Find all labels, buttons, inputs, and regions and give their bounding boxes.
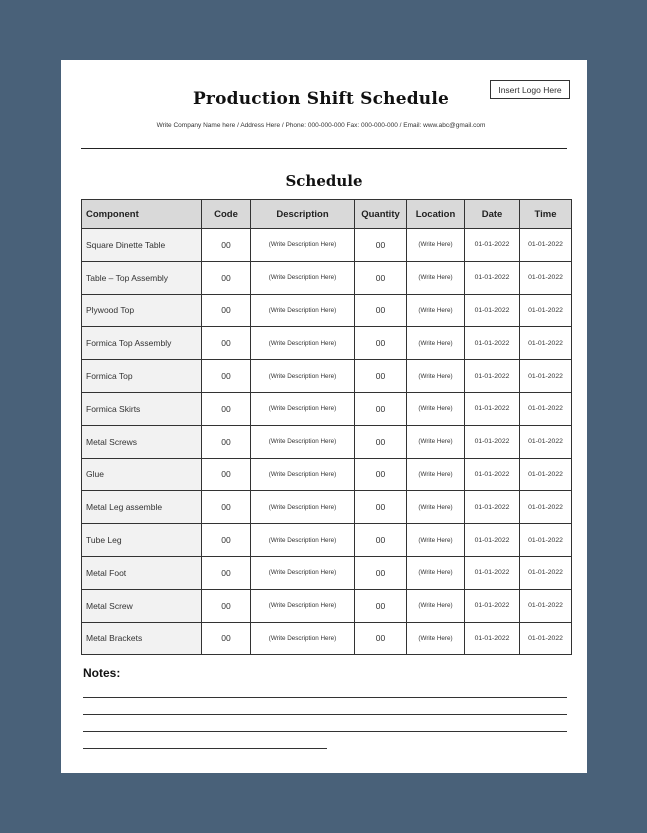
table-row [82, 294, 572, 327]
notes-label: Notes: [83, 666, 121, 680]
component-cell[interactable]: Glue [82, 458, 202, 491]
component-cell[interactable]: Formica Top Assembly [82, 327, 202, 360]
date-cell[interactable]: 01-01-2022 [465, 294, 520, 327]
company-info-line: Write Company Name here / Address Here / Phone: 000-000-000 Fax: 000-000-000 / Email: www.abc@gmail.com [156, 122, 486, 129]
date-cell[interactable]: 01-01-2022 [465, 589, 520, 622]
table-header-row [82, 200, 572, 229]
time-cell[interactable]: 01-01-2022 [520, 524, 572, 557]
description-cell[interactable]: (Write Description Here) [251, 458, 355, 491]
code-cell[interactable]: 00 [202, 229, 251, 262]
code-cell[interactable]: 00 [202, 392, 251, 425]
component-cell[interactable]: Metal Screws [82, 425, 202, 458]
component-cell[interactable]: Plywood Top [82, 294, 202, 327]
location-cell[interactable]: (Write Here) [407, 556, 465, 589]
component-cell[interactable]: Metal Leg assemble [82, 491, 202, 524]
time-cell[interactable]: 01-01-2022 [520, 360, 572, 393]
location-cell[interactable]: (Write Here) [407, 425, 465, 458]
column-header-date: Date [465, 200, 520, 229]
logo-placeholder[interactable]: Insert Logo Here [490, 80, 570, 99]
location-cell[interactable]: (Write Here) [407, 392, 465, 425]
description-cell[interactable]: (Write Description Here) [251, 327, 355, 360]
quantity-cell[interactable]: 00 [355, 589, 407, 622]
column-header-location: Location [407, 200, 465, 229]
date-cell[interactable]: 01-01-2022 [465, 458, 520, 491]
notes-line[interactable] [83, 714, 567, 715]
table-row [82, 327, 572, 360]
table-row [82, 392, 572, 425]
table-row [82, 524, 572, 557]
quantity-cell[interactable]: 00 [355, 425, 407, 458]
date-cell[interactable]: 01-01-2022 [465, 524, 520, 557]
date-cell[interactable]: 01-01-2022 [465, 556, 520, 589]
quantity-cell[interactable]: 00 [355, 622, 407, 655]
quantity-cell[interactable]: 00 [355, 327, 407, 360]
time-cell[interactable]: 01-01-2022 [520, 261, 572, 294]
schedule-table [81, 199, 572, 655]
description-cell[interactable]: (Write Description Here) [251, 556, 355, 589]
table-row [82, 458, 572, 491]
code-cell[interactable]: 00 [202, 589, 251, 622]
date-cell[interactable]: 01-01-2022 [465, 392, 520, 425]
code-cell[interactable]: 00 [202, 261, 251, 294]
component-cell[interactable]: Tube Leg [82, 524, 202, 557]
date-cell[interactable]: 01-01-2022 [465, 261, 520, 294]
component-cell[interactable]: Metal Brackets [82, 622, 202, 655]
quantity-cell[interactable]: 00 [355, 392, 407, 425]
document-page [61, 60, 587, 773]
table-row [82, 556, 572, 589]
description-cell[interactable]: (Write Description Here) [251, 425, 355, 458]
code-cell[interactable]: 00 [202, 360, 251, 393]
column-header-code: Code [202, 200, 251, 229]
time-cell[interactable]: 01-01-2022 [520, 425, 572, 458]
description-cell[interactable]: (Write Description Here) [251, 261, 355, 294]
table-row [82, 261, 572, 294]
time-cell[interactable]: 01-01-2022 [520, 327, 572, 360]
code-cell[interactable]: 00 [202, 294, 251, 327]
code-cell[interactable]: 00 [202, 622, 251, 655]
header-divider [81, 148, 567, 149]
location-cell[interactable]: (Write Here) [407, 524, 465, 557]
component-cell[interactable]: Metal Screw [82, 589, 202, 622]
date-cell[interactable]: 01-01-2022 [465, 327, 520, 360]
description-cell[interactable]: (Write Description Here) [251, 589, 355, 622]
description-cell[interactable]: (Write Description Here) [251, 360, 355, 393]
location-cell[interactable]: (Write Here) [407, 622, 465, 655]
description-cell[interactable]: (Write Description Here) [251, 392, 355, 425]
description-cell[interactable]: (Write Description Here) [251, 229, 355, 262]
code-cell[interactable]: 00 [202, 458, 251, 491]
time-cell[interactable]: 01-01-2022 [520, 622, 572, 655]
time-cell[interactable]: 01-01-2022 [520, 556, 572, 589]
code-cell[interactable]: 00 [202, 425, 251, 458]
column-header-time: Time [520, 200, 572, 229]
code-cell[interactable]: 00 [202, 327, 251, 360]
time-cell[interactable]: 01-01-2022 [520, 458, 572, 491]
component-cell[interactable]: Metal Foot [82, 556, 202, 589]
quantity-cell[interactable]: 00 [355, 491, 407, 524]
time-cell[interactable]: 01-01-2022 [520, 589, 572, 622]
location-cell[interactable]: (Write Here) [407, 589, 465, 622]
description-cell[interactable]: (Write Description Here) [251, 294, 355, 327]
time-cell[interactable]: 01-01-2022 [520, 392, 572, 425]
notes-line[interactable] [83, 731, 567, 732]
column-header-component: Component [82, 200, 202, 229]
quantity-cell[interactable]: 00 [355, 524, 407, 557]
table-row [82, 491, 572, 524]
date-cell[interactable]: 01-01-2022 [465, 229, 520, 262]
description-cell[interactable]: (Write Description Here) [251, 622, 355, 655]
description-cell[interactable]: (Write Description Here) [251, 524, 355, 557]
location-cell[interactable]: (Write Here) [407, 261, 465, 294]
location-cell[interactable]: (Write Here) [407, 458, 465, 491]
schedule-table-body [82, 229, 572, 655]
location-cell[interactable]: (Write Here) [407, 327, 465, 360]
column-header-description: Description [251, 200, 355, 229]
component-cell[interactable]: Square Dinette Table [82, 229, 202, 262]
table-row [82, 622, 572, 655]
date-cell[interactable]: 01-01-2022 [465, 622, 520, 655]
location-cell[interactable]: (Write Here) [407, 491, 465, 524]
date-cell[interactable]: 01-01-2022 [465, 491, 520, 524]
time-cell[interactable]: 01-01-2022 [520, 229, 572, 262]
document-title: Production Shift Schedule [192, 89, 450, 109]
component-cell[interactable]: Formica Skirts [82, 392, 202, 425]
location-cell[interactable]: (Write Here) [407, 360, 465, 393]
component-cell[interactable]: Table – Top Assembly [82, 261, 202, 294]
code-cell[interactable]: 00 [202, 524, 251, 557]
date-cell[interactable]: 01-01-2022 [465, 425, 520, 458]
column-header-quantity: Quantity [355, 200, 407, 229]
quantity-cell[interactable]: 00 [355, 229, 407, 262]
quantity-cell[interactable]: 00 [355, 556, 407, 589]
table-row [82, 229, 572, 262]
notes-line[interactable] [83, 748, 327, 749]
table-row [82, 360, 572, 393]
component-cell[interactable]: Formica Top [82, 360, 202, 393]
location-cell[interactable]: (Write Here) [407, 229, 465, 262]
quantity-cell[interactable]: 00 [355, 458, 407, 491]
date-cell[interactable]: 01-01-2022 [465, 360, 520, 393]
schedule-title: Schedule [285, 172, 363, 190]
description-cell[interactable]: (Write Description Here) [251, 491, 355, 524]
quantity-cell[interactable]: 00 [355, 294, 407, 327]
time-cell[interactable]: 01-01-2022 [520, 491, 572, 524]
table-row [82, 589, 572, 622]
code-cell[interactable]: 00 [202, 556, 251, 589]
quantity-cell[interactable]: 00 [355, 261, 407, 294]
notes-line[interactable] [83, 697, 567, 698]
quantity-cell[interactable]: 00 [355, 360, 407, 393]
code-cell[interactable]: 00 [202, 491, 251, 524]
table-row [82, 425, 572, 458]
location-cell[interactable]: (Write Here) [407, 294, 465, 327]
time-cell[interactable]: 01-01-2022 [520, 294, 572, 327]
